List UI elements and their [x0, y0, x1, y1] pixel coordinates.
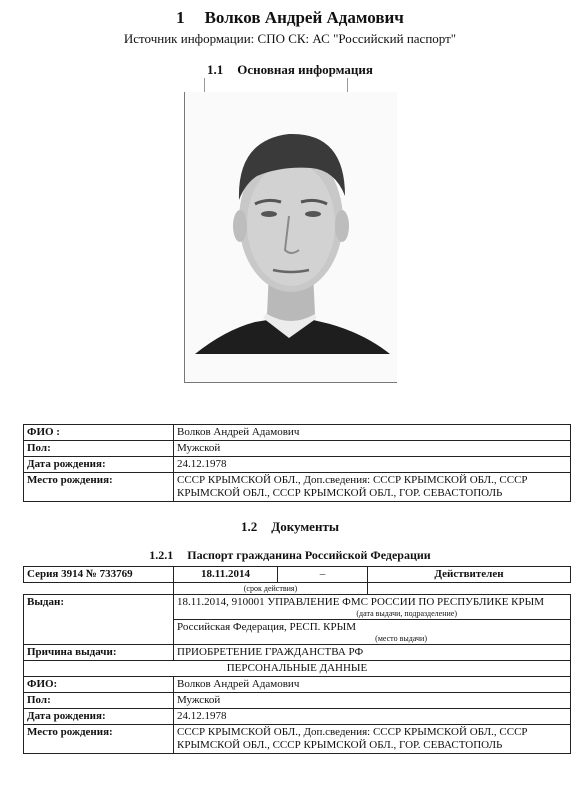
field-label: ФИО : [24, 425, 174, 441]
table-row [24, 425, 571, 441]
photo [176, 78, 406, 384]
field-label: Дата рождения: [24, 709, 174, 725]
table-row [24, 725, 571, 754]
field-label: Место рождения: [24, 473, 174, 502]
field-value: Мужской [174, 693, 571, 709]
issued-label: Выдан: [24, 595, 174, 645]
table-row [24, 473, 571, 502]
table-row [24, 583, 571, 595]
table-row [24, 595, 571, 620]
portrait-image [185, 92, 397, 382]
reason-label: Причина выдачи: [24, 645, 174, 661]
field-value: СССР КРЫМСКОЙ ОБЛ., Доп.сведения: СССР КРЫМСКОЙ ОБЛ., СССР КРЫМСКОЙ ОБЛ., СССР КРЫМСКОЙ ОБЛ., ГОР. СЕВАСТОПОЛЬ [174, 725, 571, 754]
table-row [24, 645, 571, 661]
photo-top-edge [204, 78, 348, 93]
issue-place: Российская Федерация, РЕСП. КРЫМ [177, 621, 356, 633]
source-line: Источник информации: СПО СК: АС "Российский паспорт" [123, 31, 457, 46]
field-value: 24.12.1978 [174, 457, 571, 473]
field-value: Волков Андрей Адамович [174, 425, 571, 441]
table-row [24, 457, 571, 473]
table-row [24, 441, 571, 457]
field-value: Мужской [174, 441, 571, 457]
field-label: Место рождения: [24, 725, 174, 754]
passport-heading: 1.2.1 Паспорт гражданина Российской Федерации [149, 548, 431, 562]
field-label: Пол: [24, 693, 174, 709]
place-note: (место выдачи) [375, 634, 427, 643]
portrait-photo [184, 92, 397, 383]
page-title [0, 8, 580, 28]
table-row [24, 709, 571, 725]
section-docs-heading: 1.2 Документы [241, 519, 339, 534]
table-row [24, 567, 571, 583]
field-value: Волков Андрей Адамович [174, 677, 571, 693]
field-label: ФИО: [24, 677, 174, 693]
table-row [24, 693, 571, 709]
passport-expiry: – [278, 567, 368, 583]
field-value: СССР КРЫМСКОЙ ОБЛ., Доп.сведения: СССР КРЫМСКОЙ ОБЛ., СССР КРЫМСКОЙ ОБЛ., СССР КРЫМСКОЙ ОБЛ., ГОР. СЕВАСТОПОЛЬ [174, 473, 571, 502]
validity-note: (срок действия) [243, 584, 298, 593]
place-cell [174, 620, 571, 645]
passport-series: Серия 3914 № 733769 [24, 567, 174, 583]
field-label: Дата рождения: [24, 457, 174, 473]
field-label: Пол: [24, 441, 174, 457]
passport-status: Действителен [368, 567, 571, 583]
field-value: 24.12.1978 [174, 709, 571, 725]
issued-cell [174, 595, 571, 620]
table-row [24, 677, 571, 693]
passport-issue-date: 18.11.2014 [174, 567, 278, 583]
issued-by: 18.11.2014, 910001 УПРАВЛЕНИЕ ФМС РОССИИ ПО РЕСПУБЛИКЕ КРЫМ [177, 596, 545, 608]
reason-value: ПРИОБРЕТЕНИЕ ГРАЖДАНСТВА РФ [174, 645, 571, 661]
passport-table [23, 566, 571, 754]
person-name: Волков Андрей Адамович [204, 8, 404, 27]
issued-note: (дата выдачи, подразделение) [356, 609, 457, 618]
title-number: 1 [176, 8, 185, 27]
person-info-table [23, 424, 571, 502]
personal-data-header: ПЕРСОНАЛЬНЫЕ ДАННЫЕ [24, 661, 571, 677]
table-row [24, 661, 571, 677]
section-main-heading: 1.1 Основная информация [207, 62, 373, 77]
